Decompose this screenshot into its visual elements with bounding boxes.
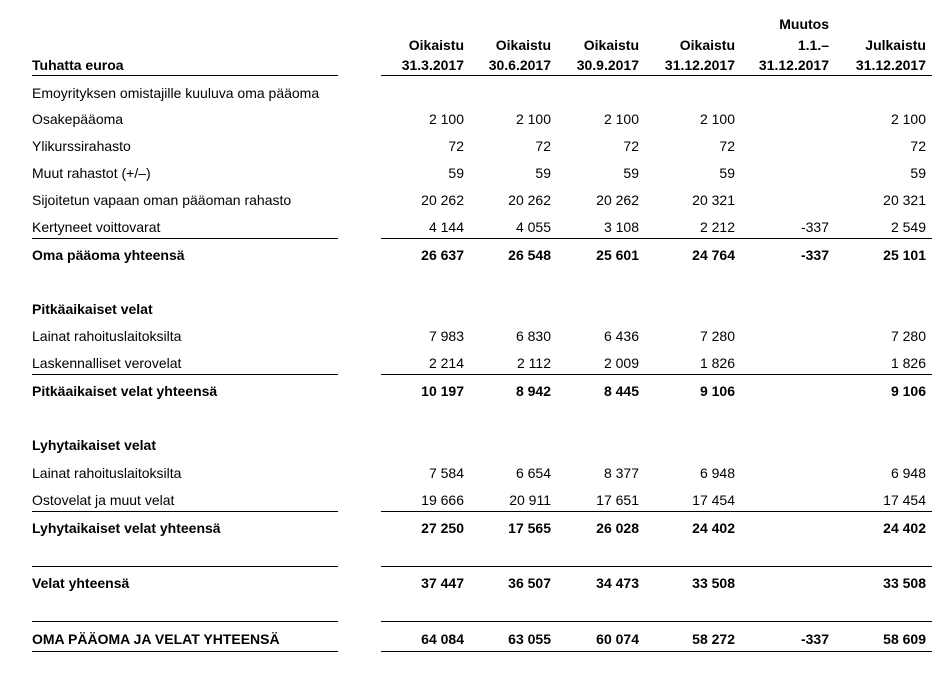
row-label: Ostovelat ja muut velat: [32, 492, 175, 508]
cell-value: 25 101: [883, 247, 926, 263]
rule-label-column: [32, 238, 338, 239]
cell-value: 26 548: [508, 247, 551, 263]
column-header-3-line3: 30.9.2017: [576, 57, 639, 73]
cell-value: 72: [910, 138, 926, 154]
rule-label-column: [32, 374, 338, 375]
rule-value-columns: [381, 75, 932, 76]
cell-value: -337: [800, 219, 829, 235]
cell-value: 72: [535, 138, 551, 154]
column-header-6-line3: 31.12.2017: [855, 57, 926, 73]
cell-value: 60 074: [596, 631, 639, 647]
cell-value: 59: [535, 165, 551, 181]
cell-value: 2 100: [428, 111, 464, 127]
cell-value: 7 280: [890, 328, 926, 344]
cell-value: 59: [910, 165, 926, 181]
rule-value-columns: [381, 651, 932, 652]
rule-label-column: [32, 566, 338, 567]
column-header-3-line2: Oikaistu: [583, 37, 639, 53]
row-label: Ylikurssirahasto: [32, 138, 131, 154]
column-header-2-line3: 30.6.2017: [488, 57, 551, 73]
cell-value: 2 214: [428, 355, 464, 371]
cell-value: 1 826: [890, 355, 926, 371]
cell-value: 3 108: [603, 219, 639, 235]
column-header-5-line2: 1.1.–: [797, 37, 829, 53]
cell-value: 9 106: [890, 383, 926, 399]
cell-value: 26 637: [421, 247, 464, 263]
cell-value: 8 942: [515, 383, 551, 399]
column-header-1-line2: Oikaistu: [408, 37, 464, 53]
rule-label-column: [32, 621, 338, 622]
cell-value: 2 100: [603, 111, 639, 127]
cell-value: -337: [800, 631, 829, 647]
cell-value: 58 609: [883, 631, 926, 647]
cell-value: 19 666: [421, 492, 464, 508]
column-header-1-line3: 31.3.2017: [401, 57, 464, 73]
rule-value-columns: [381, 238, 932, 239]
row-label: Pitkäaikaiset velat yhteensä: [32, 383, 218, 399]
cell-value: 17 454: [883, 492, 926, 508]
cell-value: 2 212: [699, 219, 735, 235]
row-label: Muut rahastot (+/–): [32, 165, 151, 181]
cell-value: 8 445: [603, 383, 639, 399]
cell-value: 7 584: [428, 465, 464, 481]
cell-value: 4 055: [515, 219, 551, 235]
cell-value: 20 321: [883, 192, 926, 208]
row-label: Emoyrityksen omistajille kuuluva oma pääoma: [32, 85, 320, 101]
cell-value: 7 983: [428, 328, 464, 344]
cell-value: 26 028: [596, 520, 639, 536]
cell-value: 4 144: [428, 219, 464, 235]
cell-value: 8 377: [603, 465, 639, 481]
cell-value: 2 100: [699, 111, 735, 127]
row-label: Sijoitetun vapaan oman pääoman rahasto: [32, 192, 292, 208]
cell-value: 59: [623, 165, 639, 181]
column-header-5-line3: 31.12.2017: [758, 57, 829, 73]
rule-label-column: [32, 651, 338, 652]
cell-value: 24 764: [692, 247, 735, 263]
cell-value: 2 100: [890, 111, 926, 127]
cell-value: 6 436: [603, 328, 639, 344]
row-label: Oma pääoma yhteensä: [32, 247, 185, 263]
cell-value: 2 549: [890, 219, 926, 235]
cell-value: 25 601: [596, 247, 639, 263]
row-label: OMA PÄÄOMA JA VELAT YHTEENSÄ: [32, 631, 280, 647]
rule-value-columns: [381, 511, 932, 512]
cell-value: 10 197: [421, 383, 464, 399]
cell-value: 64 084: [421, 631, 464, 647]
cell-value: 2 009: [603, 355, 639, 371]
cell-value: 6 948: [699, 465, 735, 481]
cell-value: 9 106: [699, 383, 735, 399]
cell-value: 34 473: [596, 575, 639, 591]
row-label: Kertyneet voittovarat: [32, 219, 161, 235]
row-label: Lainat rahoituslaitoksilta: [32, 328, 182, 344]
row-label: Lyhytaikaiset velat yhteensä: [32, 520, 221, 536]
row-label: Pitkäaikaiset velat: [32, 301, 153, 317]
cell-value: 24 402: [883, 520, 926, 536]
cell-value: 1 826: [699, 355, 735, 371]
cell-value: 27 250: [421, 520, 464, 536]
cell-value: 24 402: [692, 520, 735, 536]
cell-value: 20 911: [509, 492, 551, 508]
cell-value: 20 262: [508, 192, 551, 208]
column-header-4-line3: 31.12.2017: [664, 57, 735, 73]
cell-value: 17 651: [596, 492, 639, 508]
column-header-6-line2: Julkaistu: [865, 37, 926, 53]
cell-value: 6 830: [515, 328, 551, 344]
cell-value: 63 055: [508, 631, 551, 647]
cell-value: 20 262: [596, 192, 639, 208]
cell-value: 20 262: [421, 192, 464, 208]
cell-value: 58 272: [692, 631, 735, 647]
row-label: Lainat rahoituslaitoksilta: [32, 465, 182, 481]
cell-value: 72: [623, 138, 639, 154]
cell-value: 2 100: [515, 111, 551, 127]
cell-value: 59: [448, 165, 464, 181]
column-header-5-line1: Muutos: [779, 16, 829, 32]
column-header-2-line2: Oikaistu: [495, 37, 551, 53]
cell-value: 17 565: [508, 520, 551, 536]
cell-value: 20 321: [692, 192, 735, 208]
cell-value: 7 280: [699, 328, 735, 344]
rule-label-column: [32, 75, 338, 76]
row-label: Laskennalliset verovelat: [32, 355, 182, 371]
rule-label-column: [32, 511, 338, 512]
cell-value: 33 508: [883, 575, 926, 591]
cell-value: 6 948: [890, 465, 926, 481]
cell-value: 72: [719, 138, 735, 154]
column-header-4-line2: Oikaistu: [679, 37, 735, 53]
cell-value: 59: [719, 165, 735, 181]
cell-value: 72: [448, 138, 464, 154]
cell-value: 37 447: [421, 575, 464, 591]
cell-value: 2 112: [517, 355, 551, 371]
cell-value: 33 508: [692, 575, 735, 591]
row-label: Lyhytaikaiset velat: [32, 437, 156, 453]
row-label: Osakepääoma: [32, 111, 124, 127]
cell-value: 17 454: [692, 492, 735, 508]
rule-value-columns: [381, 566, 932, 567]
cell-value: -337: [800, 247, 829, 263]
cell-value: 36 507: [508, 575, 551, 591]
rule-value-columns: [381, 374, 932, 375]
rule-value-columns: [381, 621, 932, 622]
row-label: Velat yhteensä: [32, 575, 130, 591]
cell-value: 6 654: [515, 465, 551, 481]
unit-label: Tuhatta euroa: [32, 57, 124, 73]
